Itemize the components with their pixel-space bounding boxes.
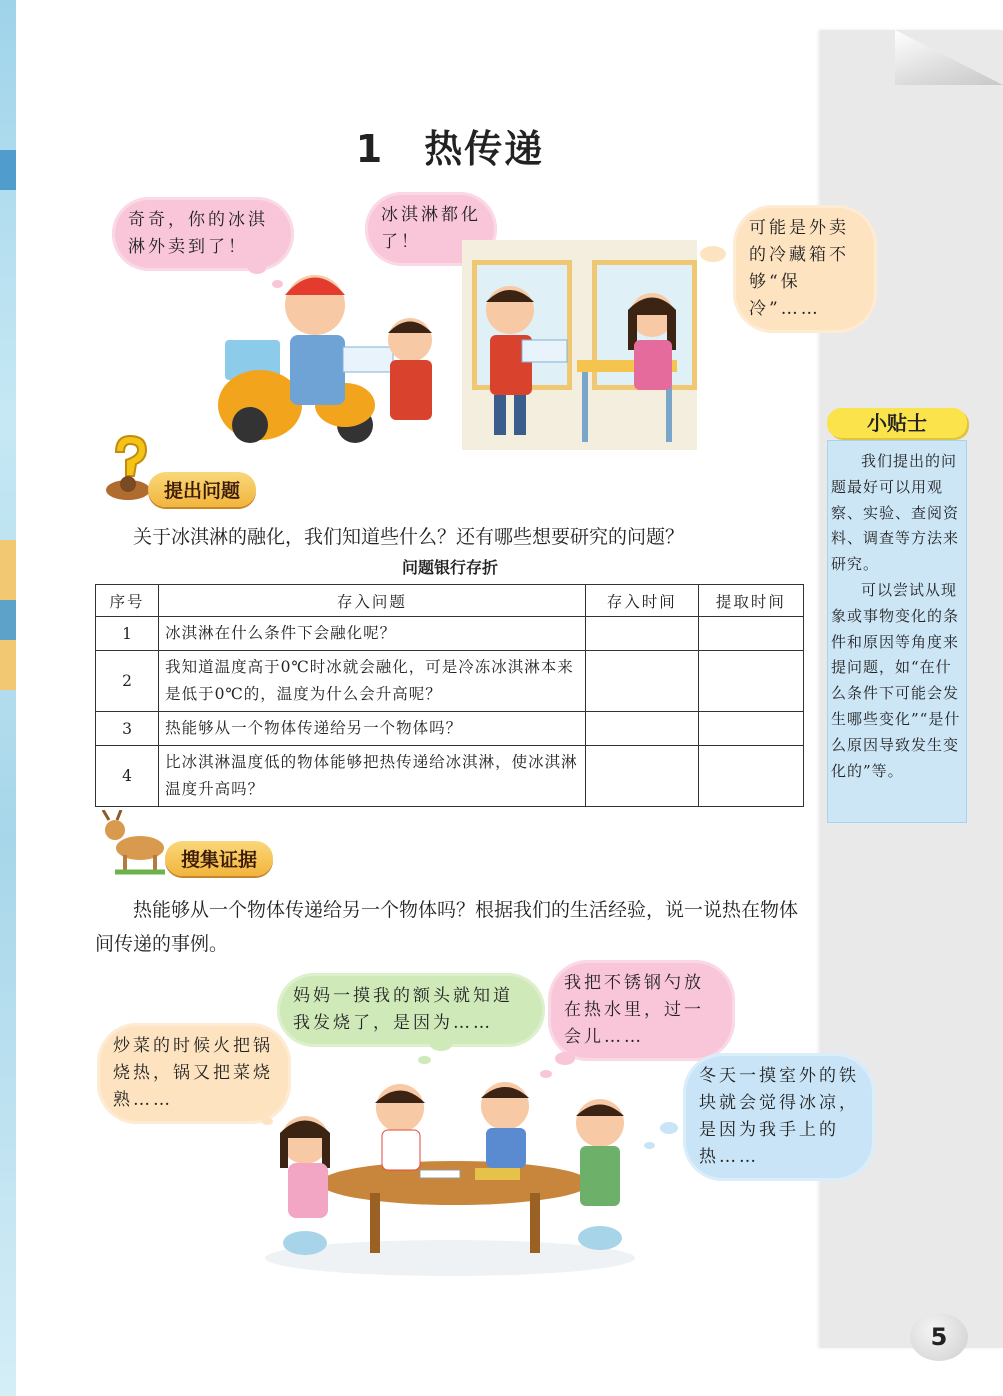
row-question: 比冰淇淋温度低的物体能够把热传递给冰淇淋，使冰淇淋温度升高吗？ (159, 746, 586, 807)
table-caption: 问题银行存折 (401, 558, 498, 577)
lesson-title: 热传递 (424, 127, 545, 171)
row-deposit-time (585, 651, 698, 712)
section-heading-collect-evidence: 搜集证据 (165, 841, 273, 876)
speech-bubble-delivery: 奇奇，你的冰淇淋外卖到了！ (112, 197, 294, 271)
question-bank-table (95, 584, 804, 807)
table-row (96, 617, 804, 651)
tips-title: 小贴士 (827, 408, 967, 438)
speech-bubble-cooking: 炒菜的时候火把锅烧热，锅又把菜烧熟…… (97, 1023, 291, 1124)
row-number: 1 (96, 617, 159, 651)
tips-paragraph-1: 我们提出的问题最好可以用观察、实验、查阅资料、调查等方法来研究。 (831, 452, 960, 574)
row-withdraw-time (698, 617, 803, 651)
page-number: 5 (910, 1313, 968, 1361)
tips-paragraph-2: 可以尝试从现象或事物变化的条件和原因等角度来提问题，如“在什么条件下可能会发生哪些变化”“是什么原因导致发生变化的”等。 (831, 580, 961, 780)
speech-bubble-forehead: 妈妈一摸我的额头就知道我发烧了，是因为…… (277, 973, 545, 1047)
row-question: 我知道温度高于0℃时冰就会融化，可是冷冻冰淇淋本来是低于0℃的，温度为什么会升高呢？ (159, 651, 586, 712)
header-deposit-time: 存入时间 (585, 585, 698, 617)
row-question: 冰淇淋在什么条件下会融化呢？ (159, 617, 586, 651)
discussion-illustration (260, 1068, 640, 1278)
row-withdraw-time (698, 651, 803, 712)
row-number: 2 (96, 651, 159, 712)
row-deposit-time (585, 617, 698, 651)
classroom-illustration (462, 240, 697, 450)
tips-box (827, 440, 967, 823)
row-deposit-time (585, 746, 698, 807)
lesson-number: 1 (355, 127, 385, 171)
section1-intro: 关于冰淇淋的融化，我们知道些什么？还有哪些想要研究的问题？ (133, 526, 685, 548)
speech-bubble-iron: 冬天一摸室外的铁块就会觉得冰凉，是因为我手上的热…… (683, 1053, 875, 1181)
page-title (0, 118, 900, 173)
row-number: 4 (96, 746, 159, 807)
table-row (96, 712, 804, 746)
row-withdraw-time (698, 746, 803, 807)
section2-intro: 热能够从一个物体传递给另一个物体吗？根据我们的生活经验，说一说热在物体间传递的事例。 (95, 899, 799, 955)
section-heading-ask-questions: 提出问题 (148, 472, 256, 507)
header-question: 存入问题 (159, 585, 586, 617)
row-deposit-time (585, 712, 698, 746)
delivery-illustration (215, 255, 455, 450)
table-header-row (96, 585, 804, 617)
left-decorative-strip (0, 0, 16, 1396)
table-row (96, 746, 804, 807)
row-number: 3 (96, 712, 159, 746)
speech-bubble-spoon: 我把不锈钢勺放在热水里，过一会儿…… (548, 960, 735, 1061)
speech-bubble-coolbox: 可能是外卖的冷藏箱不够“保冷”…… (733, 205, 877, 333)
deer-icon (95, 810, 175, 879)
row-withdraw-time (698, 712, 803, 746)
header-withdraw-time: 提取时间 (698, 585, 803, 617)
table-row (96, 651, 804, 712)
speech-bubble-melted: 冰淇淋都化了！ (365, 192, 497, 266)
row-question: 热能够从一个物体传递给另一个物体吗？ (159, 712, 586, 746)
header-no: 序号 (96, 585, 159, 617)
